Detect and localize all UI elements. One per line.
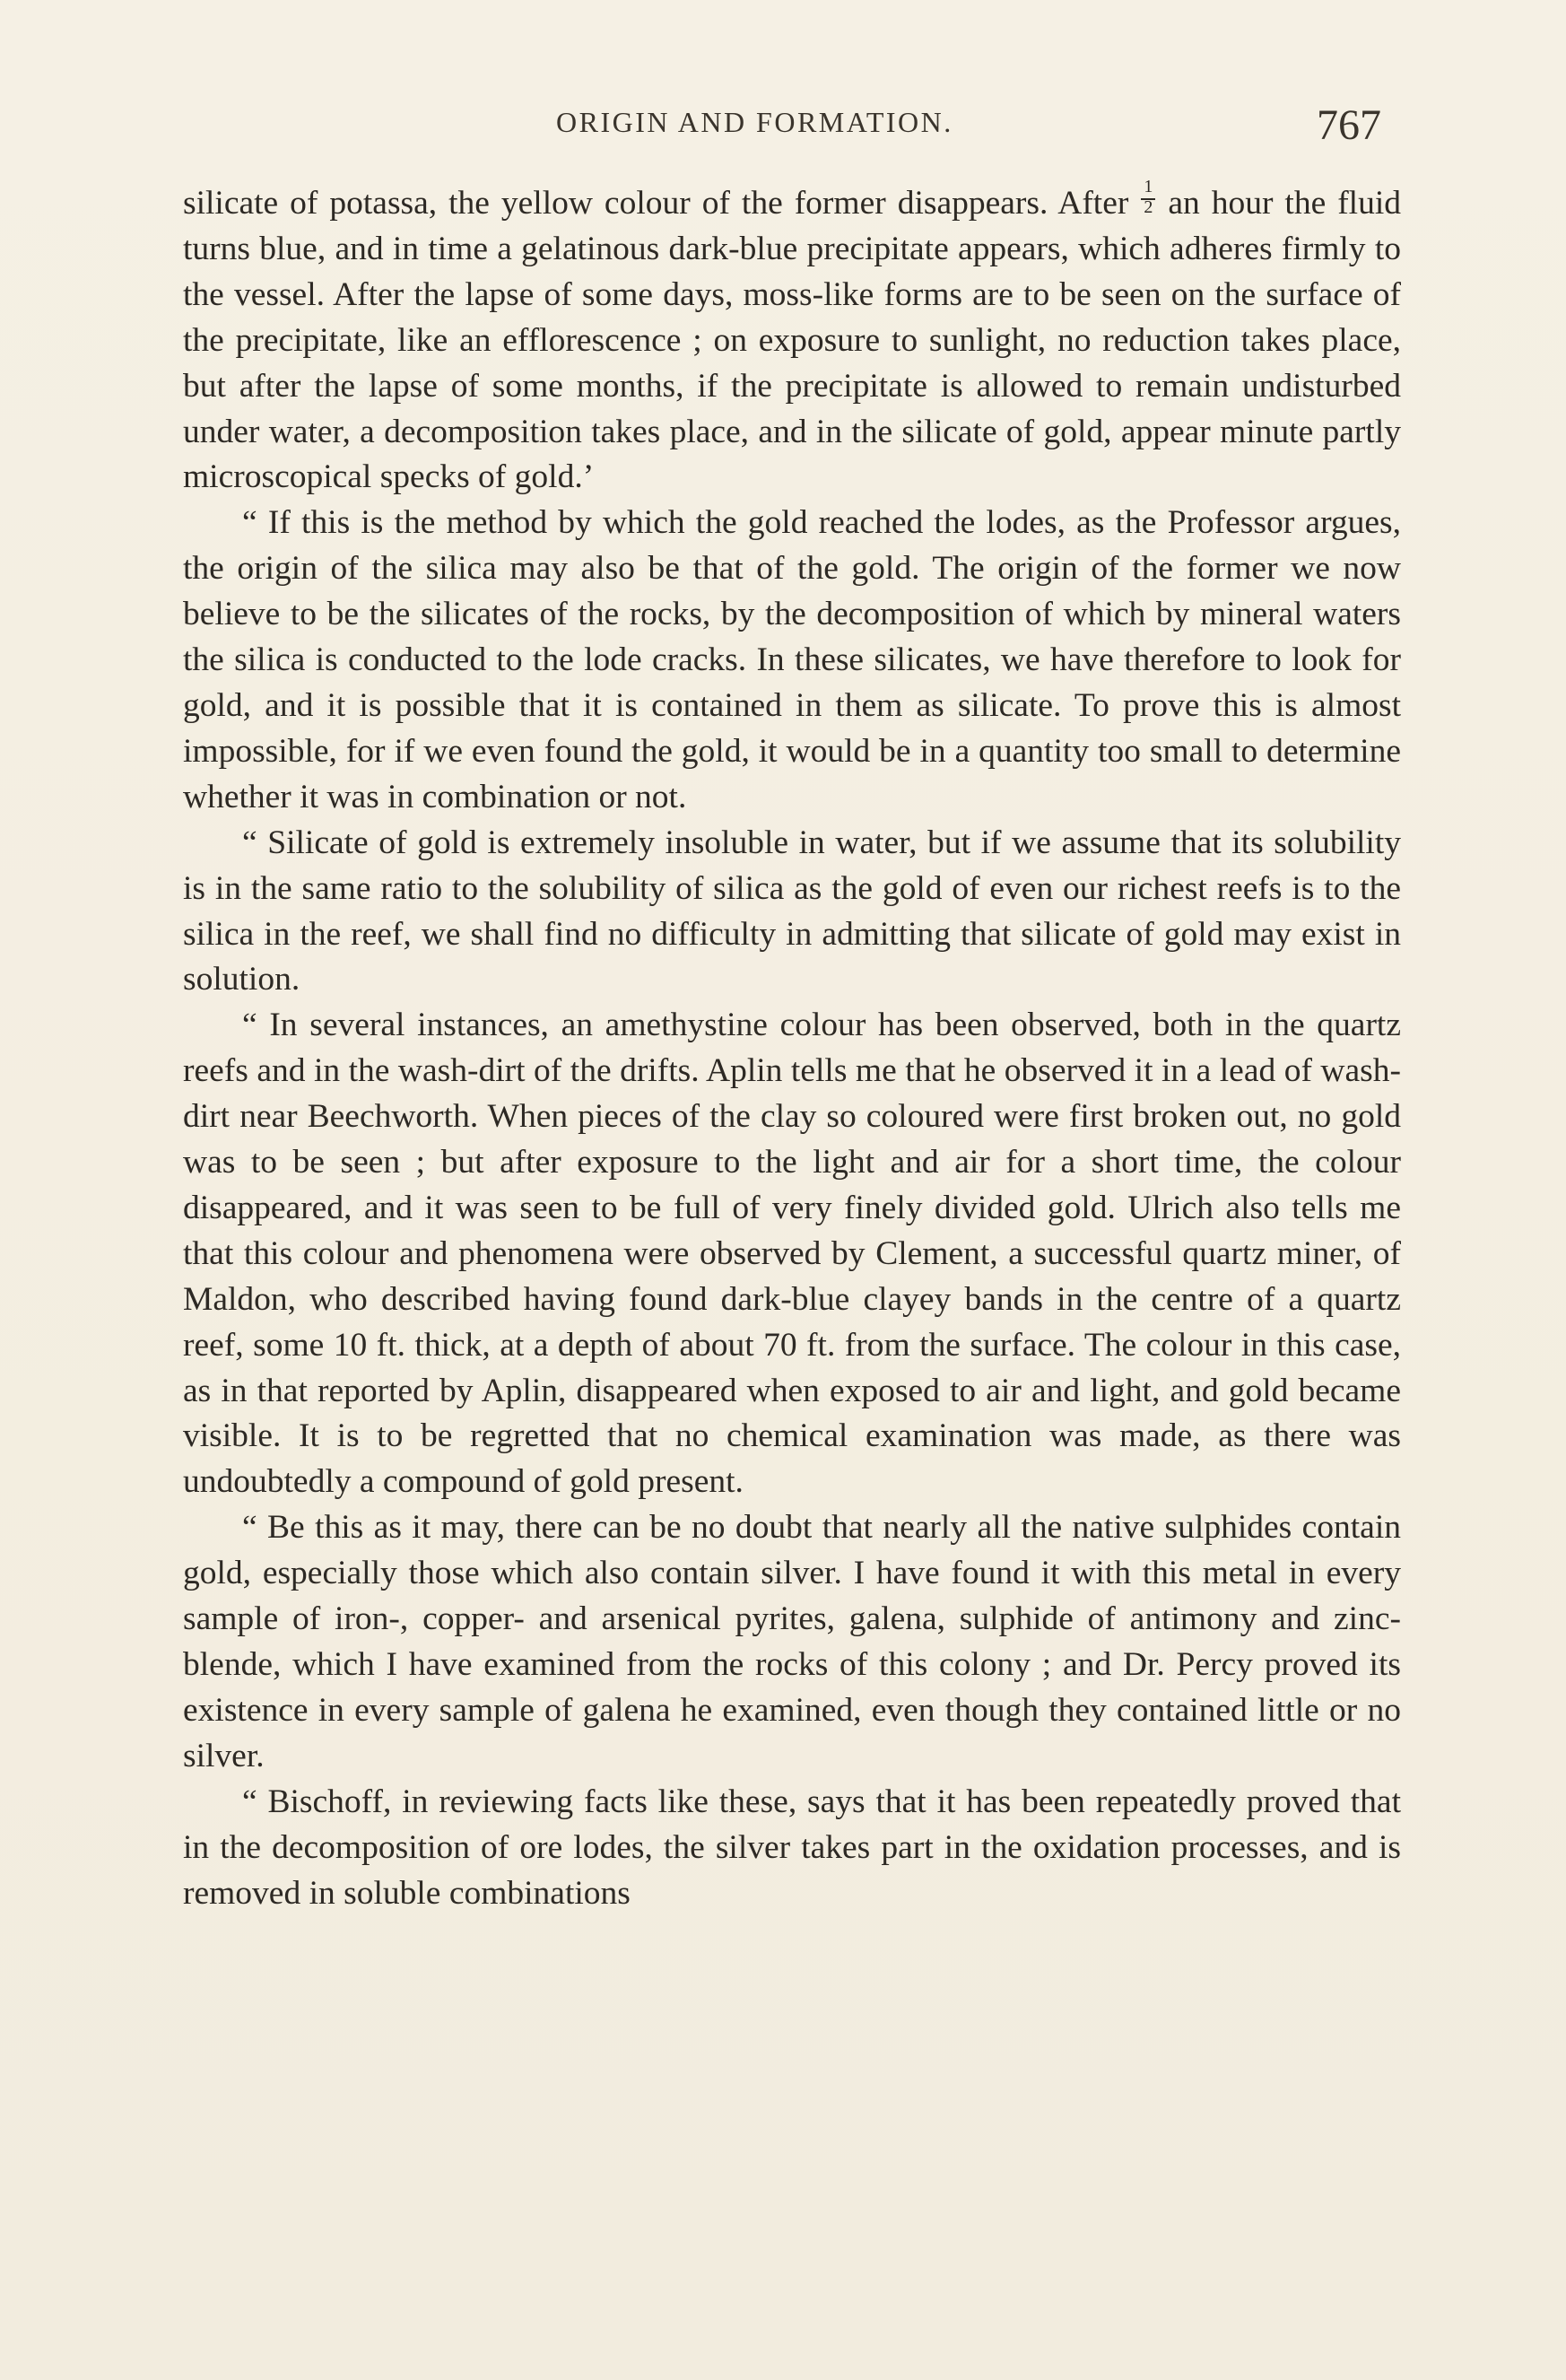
paragraph-continued bbox=[183, 177, 1402, 501]
page-number: 767 bbox=[1317, 101, 1381, 149]
paragraph-text: an hour the fluid turns blue, and in time a gelatinous dark-blue precipitate appears, which adheres firmly to the vessel. After the lapse of some days, moss-like forms are to be seen on the surface of the precipitate, like an efflorescence ; on exposure to sunlight, no reduction takes place, but after the lapse of some months, if the precipitate is allowed to remain undisturbed under water, a decomposition takes place, and in the silicate of gold, appear minute partly microscopical specks of gold.’ bbox=[183, 185, 1402, 496]
paragraph: “ If this is the method by which the gold reached the lodes, as the Professor argues, the origin of the silica may also be that of the gold. The origin of the former we now believe to be the silicates of the rocks, by the decomposition of which by mineral waters the silica is conducted to the lode cracks. In these silicates, we have therefore to look for gold, and it is possible that it is contained in them as silicate. To prove this is almost impossible, for if we even found the gold, it would be in a quantity too small to determine whether it was in combination or not. bbox=[183, 504, 1401, 815]
paragraph-text: silicate of potassa, the yellow colour of the former disappears. After bbox=[183, 185, 1129, 222]
paragraph: “ Silicate of gold is extremely insoluble in water, but if we assume that its solubility is in the same ratio to the solubility of silica as the gold of even our richest reefs is to the silica in the reef, we shall find no difficulty in admitting that silicate of gold may exist in solution. bbox=[183, 824, 1401, 998]
paragraph: “ Bischoff, in reviewing facts like these, says that it has been repeatedly proved that in the decomposition of ore lodes, the silver takes part in the oxidation processes, and is removed in soluble combinations bbox=[183, 1783, 1401, 1912]
one-half-fraction bbox=[1140, 177, 1156, 217]
body-text bbox=[183, 177, 1402, 1916]
fraction-denominator: 2 bbox=[1144, 197, 1153, 217]
paragraph: “ Be this as it may, there can be no doubt that nearly all the native sulphides contain gold, especially those which also contain silver. I have found it with this metal in every sample of iron-, copper- and arsenical pyrites, galena, sulphide of antimony and zinc-blende, which I have examined from the rocks of this colony ; and Dr. Percy proved its existence in every sample of galena he examined, even though they contained little or no silver. bbox=[183, 1509, 1401, 1774]
paragraph: “ In several instances, an amethystine colour has been observed, both in the quartz reefs and in the wash-dirt of the drifts. Aplin tells me that he observed it in a lead of wash-dirt near Beechworth. When pieces of the clay so coloured were first broken out, no gold was to be seen ; but after exposure to the light and air for a short time, the colour disappeared, and it was seen to be full of very finely divided gold. Ulrich also tells me that this colour and phenomena were observed by Clement, a successful quartz miner, of Maldon, who described having found dark-blue clayey bands in the centre of a quartz reef, some 10 ft. thick, at a depth of about 70 ft. from the surface. The colour in this case, as in that reported by Aplin, disappeared when exposed to air and light, and gold became visible. It is to be regretted that no chemical examination was made, as there was undoubtedly a compound of gold present. bbox=[183, 1007, 1401, 1501]
running-title: ORIGIN AND FORMATION. bbox=[556, 106, 953, 138]
fraction-numerator: 1 bbox=[1144, 177, 1153, 196]
running-head bbox=[0, 100, 1566, 154]
